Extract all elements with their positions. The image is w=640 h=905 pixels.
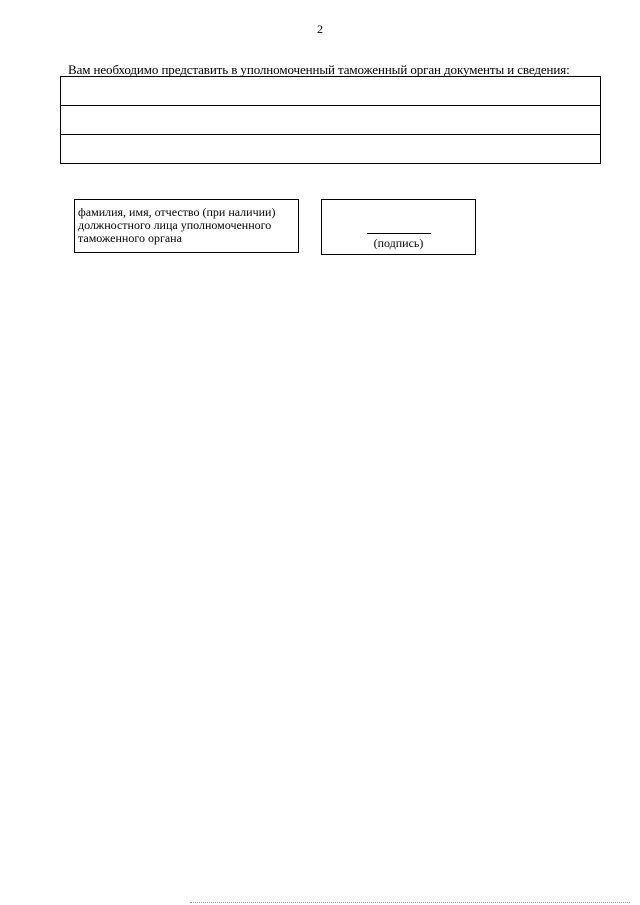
- official-name-box[interactable]: [74, 199, 299, 253]
- documents-table: [60, 76, 601, 164]
- signature-line: [367, 233, 431, 234]
- table-cell[interactable]: [61, 106, 601, 135]
- table-cell[interactable]: [61, 135, 601, 164]
- scan-edge-line: [190, 902, 630, 903]
- table-row: [61, 106, 601, 135]
- signature-box[interactable]: [321, 199, 476, 255]
- page-number: 2: [317, 22, 323, 36]
- official-name-caption: фамилия, имя, отчество (при наличии) должностного лица уполномоченного таможенного органа: [78, 205, 276, 245]
- table-row: [61, 77, 601, 106]
- table-cell[interactable]: [61, 77, 601, 106]
- intro-text: Вам необходимо представить в уполномоченный таможенный орган документы и сведения:: [68, 62, 570, 77]
- table-row: [61, 135, 601, 164]
- signature-caption: (подпись): [373, 236, 424, 250]
